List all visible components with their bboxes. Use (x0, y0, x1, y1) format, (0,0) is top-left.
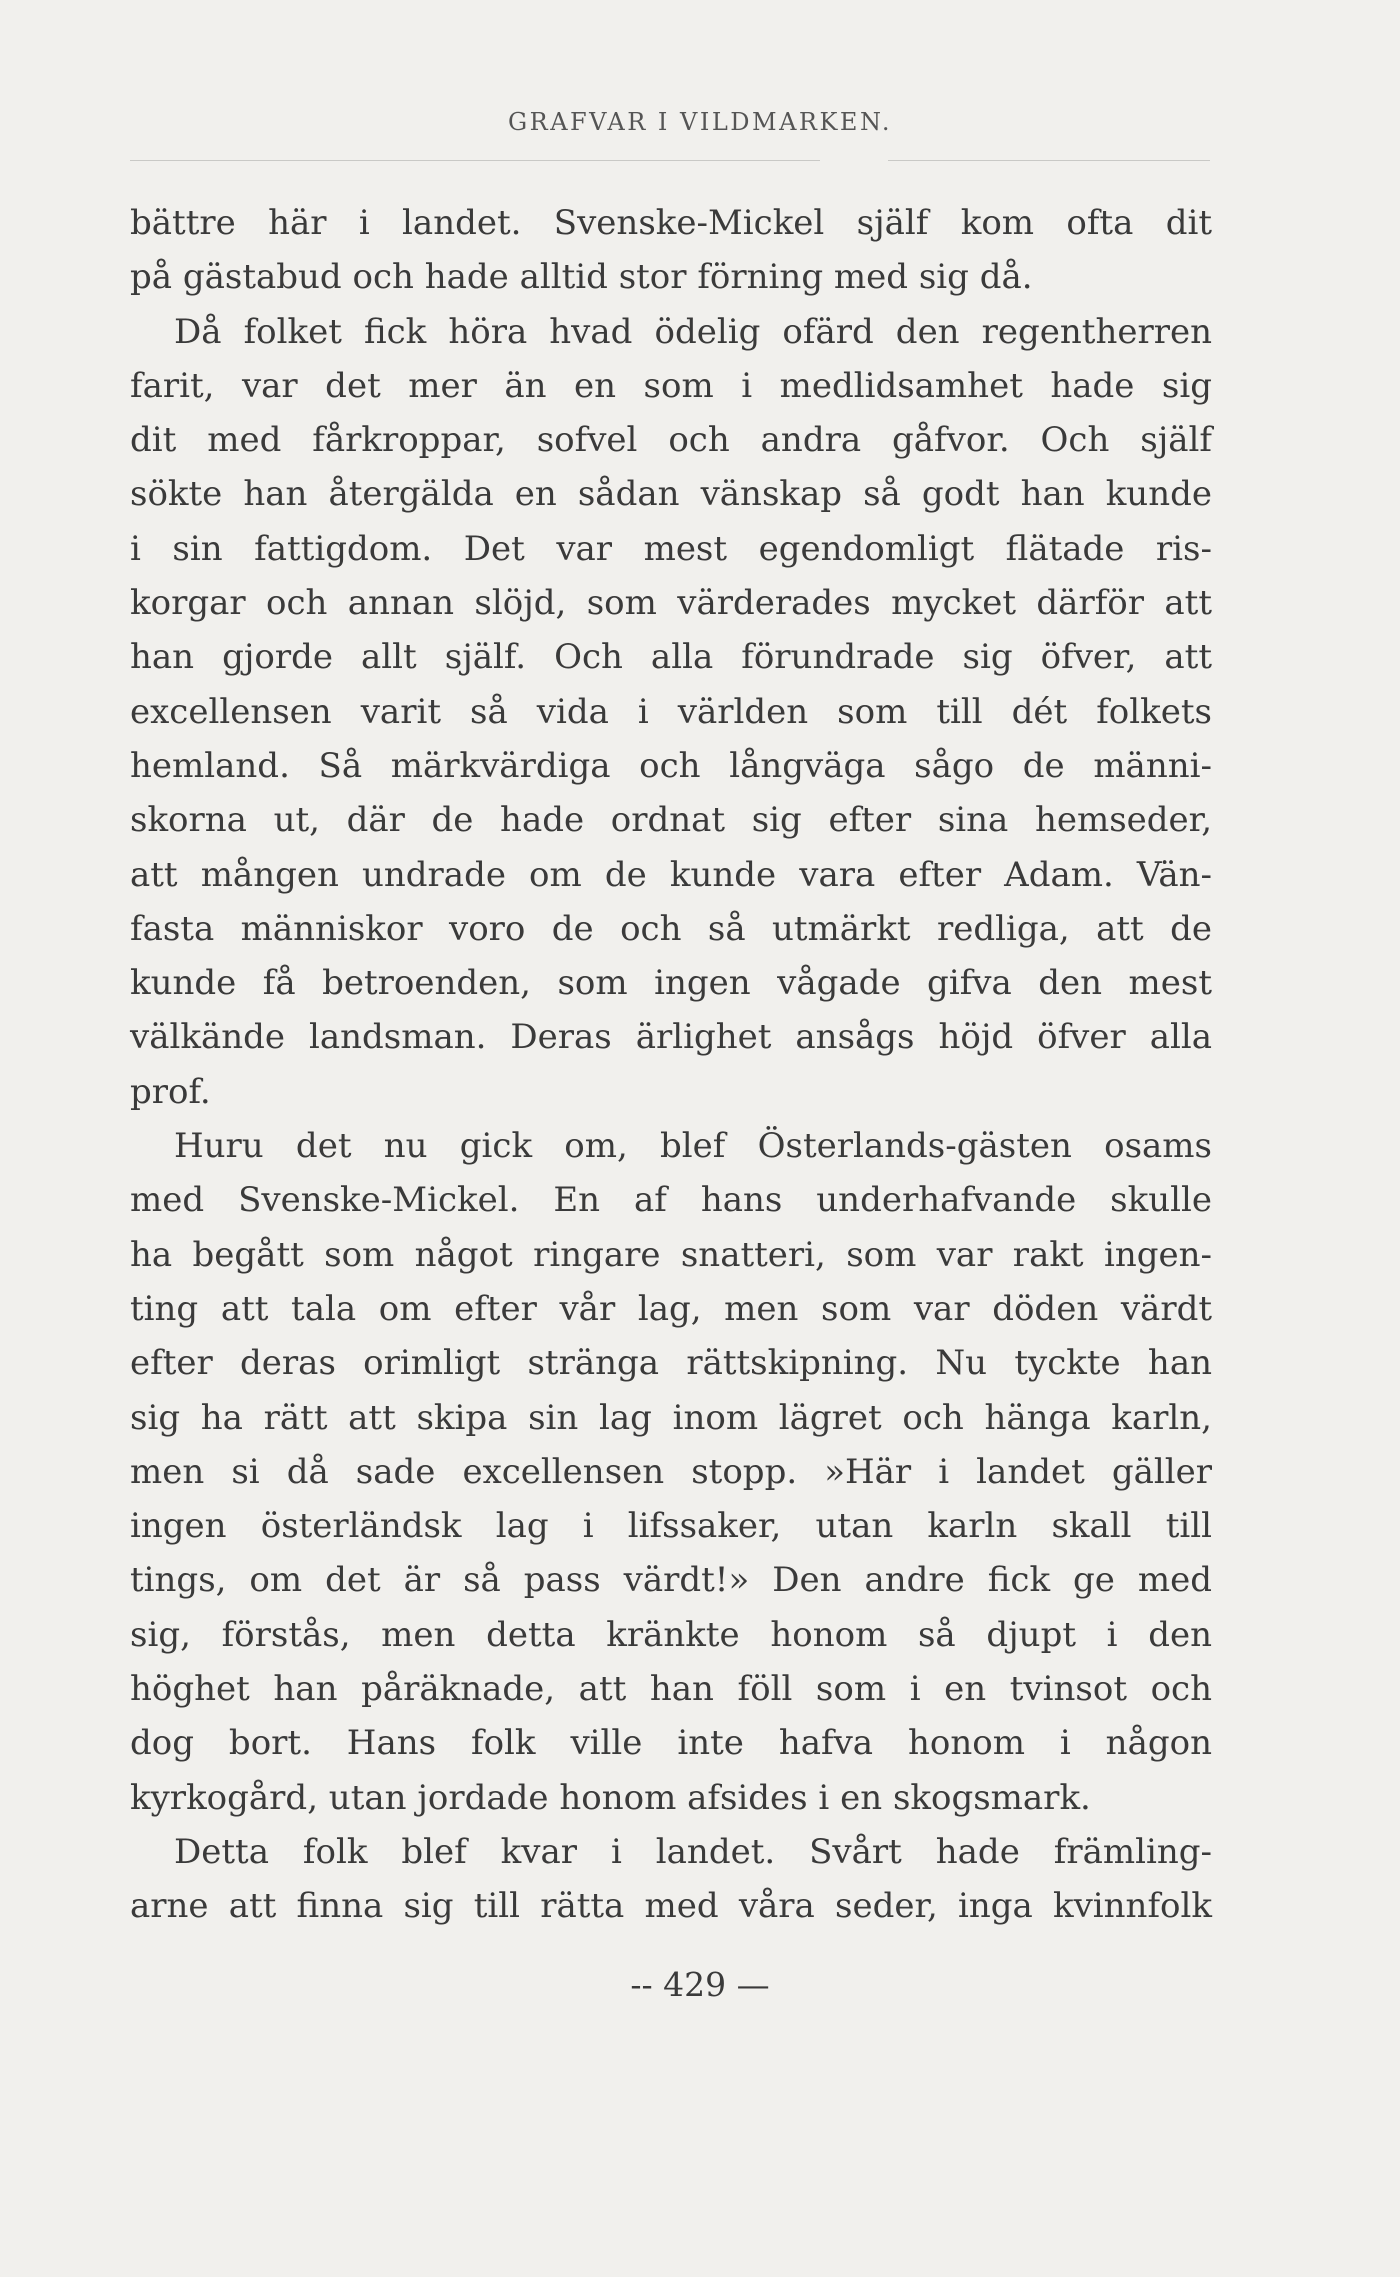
text-line: prof. (130, 1071, 211, 1112)
text-line: Detta folk blef kvar i landet. Svårt hade främling- (174, 1831, 1212, 1872)
header-rule-left (130, 160, 820, 161)
running-head: GRAFVAR I VILDMARKEN. (507, 108, 893, 136)
text-line: Då folket fick höra hvad ödelig ofärd den regentherren (174, 311, 1212, 352)
text-line: sig ha rätt att skipa sin lag inom lägret och hänga karln, (130, 1397, 1212, 1438)
body-text (130, 196, 1212, 1934)
text-line: efter deras orimligt stränga rättskipning. Nu tyckte han (130, 1343, 1212, 1384)
text-line: han gjorde allt själf. Och alla förundrade sig öfver, att (130, 637, 1212, 678)
text-line: i sin fattigdom. Det var mest egendomligt flätade ris- (130, 528, 1212, 569)
text-line: dit med fårkroppar, sofvel och andra gåfvor. Och själf (130, 420, 1212, 461)
text-line: hemland. Så märkvärdiga och långväga sågo de männi- (130, 745, 1212, 786)
text-line: ting att tala om efter vår lag, men som var döden värdt (130, 1288, 1212, 1329)
page-number: -- 429 — (630, 1965, 770, 2004)
text-line: med Svenske-Mickel. En af hans underhafvande skulle (130, 1180, 1212, 1221)
text-line: men si då sade excellensen stopp. »Här i landet gäller (130, 1451, 1212, 1492)
text-line: farit, var det mer än en som i medlidsamhet hade sig (130, 365, 1212, 406)
text-line: att mången undrade om de kunde vara efter Adam. Vän- (130, 854, 1212, 895)
text-line: ingen österländsk lag i lifssaker, utan karln skall till (130, 1506, 1212, 1547)
text-line: excellensen varit så vida i världen som till dét folkets (130, 691, 1212, 732)
header-rule-right (888, 160, 1210, 161)
text-line: bättre här i landet. Svenske-Mickel själf kom ofta dit (130, 203, 1212, 243)
text-line: välkände landsman. Deras ärlighet ansågs höjd öfver alla (130, 1017, 1212, 1058)
text-line: korgar och annan slöjd, som värderades mycket därför att (130, 583, 1212, 624)
text-line: Huru det nu gick om, blef Österlands-gästen osams (174, 1126, 1212, 1167)
text-line: kyrkogård, utan jordade honom afsides i en skogsmark. (130, 1777, 1091, 1818)
text-line: arne att finna sig till rätta med våra seder, inga kvinnfolk (130, 1886, 1212, 1927)
text-line: kunde få betroenden, som ingen vågade gifva den mest (130, 963, 1212, 1004)
text-line: fasta människor voro de och så utmärkt redliga, att de (130, 908, 1212, 949)
text-line: på gästabud och hade alltid stor förning med sig då. (130, 257, 1033, 298)
text-line: dog bort. Hans folk ville inte hafva honom i någon (130, 1723, 1212, 1764)
text-line: ha begått som något ringare snatteri, som var rakt ingen- (130, 1234, 1212, 1275)
text-line: sökte han återgälda en sådan vänskap så godt han kunde (130, 474, 1212, 515)
text-line: höghet han påräknade, att han föll som i en tvinsot och (130, 1669, 1212, 1710)
text-line: skorna ut, där de hade ordnat sig efter sina hemseder, (130, 800, 1212, 841)
text-line: sig, förstås, men detta kränkte honom så djupt i den (130, 1614, 1212, 1655)
text-line: tings, om det är så pass värdt!» Den andre fick ge med (130, 1560, 1212, 1601)
